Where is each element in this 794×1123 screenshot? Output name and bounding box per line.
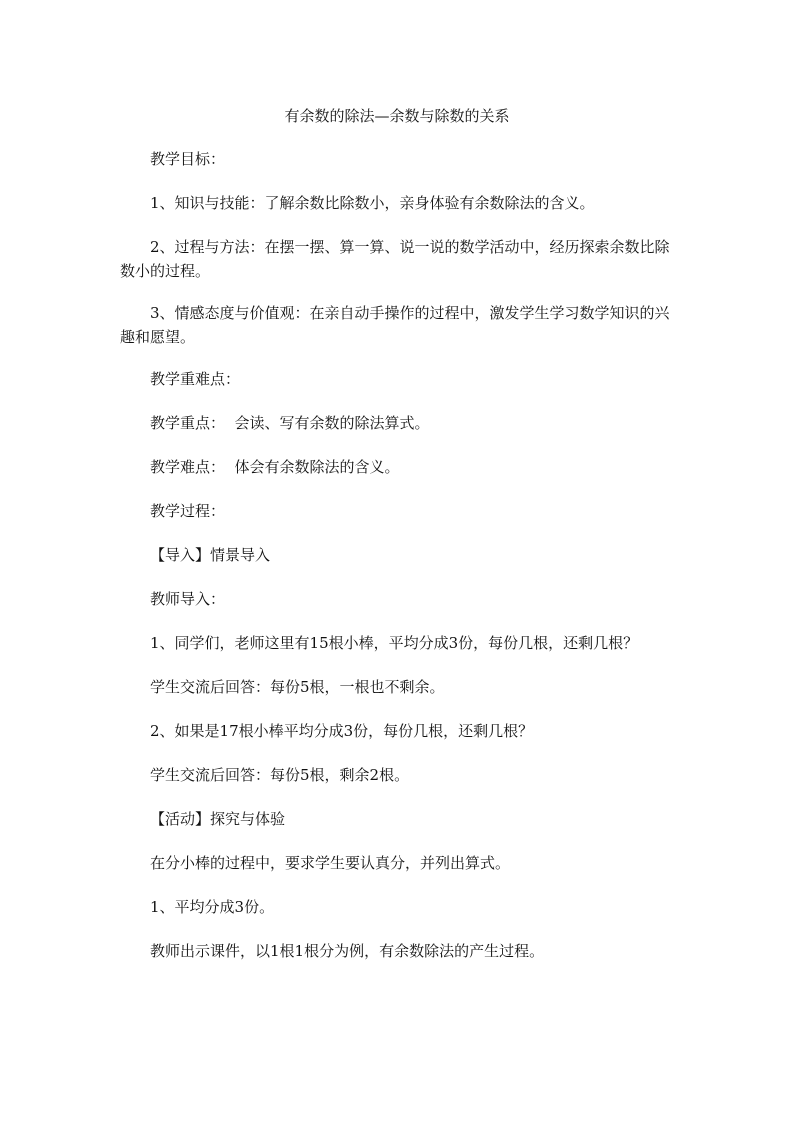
teaching-process-heading: 教学过程： xyxy=(150,502,226,520)
document-body xyxy=(120,147,676,983)
activity-section-heading: 【活动】探究与体验 xyxy=(150,810,286,828)
goal-emotion-values: 3、情感态度与价值观：在亲自动手操作的过程中，激发学生学习数学知识的兴趣和愿望。 xyxy=(120,304,670,346)
teacher-introduction: 教师导入： xyxy=(150,590,226,608)
activity-step-one: 1、平均分成3份。 xyxy=(150,898,275,916)
introduction-section-heading: 【导入】情景导入 xyxy=(150,546,271,564)
goal-process-method: 2、过程与方法：在摆一摆、算一算、说一说的数学活动中，经历探索余数比除数小的过程。 xyxy=(120,238,670,280)
student-answer-one: 学生交流后回答：每份5根，一根也不剩余。 xyxy=(150,678,445,696)
teaching-goals-heading: 教学目标： xyxy=(150,150,226,168)
goal-knowledge-skill: 1、知识与技能：了解余数比除数小，亲身体验有余数除法的含义。 xyxy=(150,194,595,212)
teaching-key-point: 教学重点： 会读、写有余数的除法算式。 xyxy=(150,414,430,432)
document-title: 有余数的除法—余数与除数的关系 xyxy=(284,107,510,125)
question-one: 1、同学们，老师这里有15根小棒，平均分成3份，每份几根，还剩几根？ xyxy=(150,634,639,652)
activity-instruction: 在分小棒的过程中，要求学生要认真分，并列出算式。 xyxy=(150,854,511,872)
teacher-demonstration: 教师出示课件，以1根1根分为例，有余数除法的产生过程。 xyxy=(150,942,545,960)
question-two: 2、如果是17根小棒平均分成3份，每份几根，还剩几根？ xyxy=(150,722,534,740)
key-difficult-points-heading: 教学重难点： xyxy=(150,370,241,388)
student-answer-two: 学生交流后回答：每份5根，剩余2根。 xyxy=(150,766,410,784)
teaching-difficult-point: 教学难点： 体会有余数除法的含义。 xyxy=(150,458,400,476)
